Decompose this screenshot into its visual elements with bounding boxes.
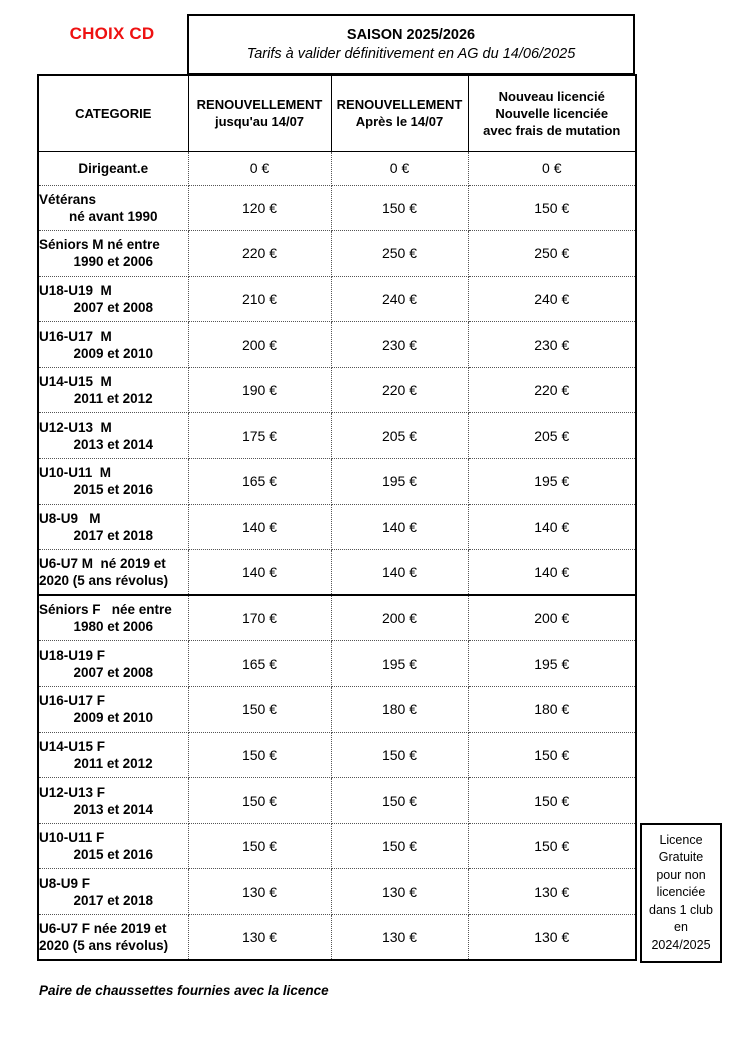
header-row <box>38 75 636 151</box>
price-cell: 200 € <box>468 595 636 641</box>
category-cell <box>38 504 188 550</box>
price-cell: 140 € <box>468 504 636 550</box>
price-cell: 165 € <box>188 459 331 505</box>
season-subtitle: Tarifs à valider définitivement en AG du 14/06/2025 <box>246 46 576 62</box>
category-line: 1980 et 2006 <box>73 619 154 635</box>
table-row <box>38 504 636 550</box>
price-cell: 240 € <box>468 276 636 322</box>
price-cell: 195 € <box>468 459 636 505</box>
price-cell: 200 € <box>331 595 468 641</box>
category-cell <box>38 322 188 368</box>
price-cell: 130 € <box>468 869 636 915</box>
table-row <box>38 367 636 413</box>
price-cell: 140 € <box>188 504 331 550</box>
category-line: Séniors M né entre <box>39 237 160 253</box>
category-line: U18-U19 F <box>39 647 106 663</box>
price-cell: 195 € <box>468 641 636 687</box>
price-cell: 130 € <box>331 869 468 915</box>
price-cell: 230 € <box>331 322 468 368</box>
price-cell: 220 € <box>468 367 636 413</box>
price-cell: 150 € <box>468 185 636 231</box>
category-line: 2007 et 2008 <box>73 299 154 315</box>
price-cell: 120 € <box>188 185 331 231</box>
price-cell: 0 € <box>468 151 636 185</box>
table-row <box>38 869 636 915</box>
fees-table-header <box>38 75 636 151</box>
category-cell <box>38 778 188 824</box>
category-line: U10-U11 F <box>39 830 105 846</box>
category-line: U18-U19 M <box>39 282 112 298</box>
price-cell: 130 € <box>188 915 331 961</box>
price-cell: 205 € <box>331 413 468 459</box>
price-cell: 140 € <box>331 550 468 596</box>
category-cell <box>38 869 188 915</box>
price-cell: 165 € <box>188 641 331 687</box>
price-cell: 230 € <box>468 322 636 368</box>
table-row <box>38 732 636 778</box>
category-cell <box>38 687 188 733</box>
category-line: 2015 et 2016 <box>73 482 154 498</box>
season-header-box <box>187 14 635 75</box>
table-row <box>38 641 636 687</box>
table-row <box>38 915 636 961</box>
table-row <box>38 276 636 322</box>
category-line: né avant 1990 <box>68 208 158 224</box>
category-line: 1990 et 2006 <box>73 254 154 270</box>
price-cell: 205 € <box>468 413 636 459</box>
price-cell: 150 € <box>188 687 331 733</box>
category-line: 2013 et 2014 <box>73 436 154 452</box>
column-header-line: RENOUVELLEMENT <box>196 97 323 113</box>
category-cell <box>38 823 188 869</box>
category-line: U6-U7 M né 2019 et <box>39 556 166 572</box>
category-line: U10-U11 M <box>39 465 112 481</box>
season-title: SAISON 2025/2026 <box>346 27 476 43</box>
category-cell <box>38 151 188 185</box>
category-line: 2009 et 2010 <box>73 710 154 726</box>
category-line: U6-U7 F née 2019 et <box>39 921 167 937</box>
category-cell <box>38 550 188 596</box>
free-licence-note-line: licenciée <box>656 885 706 900</box>
free-licence-note-line: Gratuite <box>658 850 704 865</box>
category-cell <box>38 276 188 322</box>
category-line: 2013 et 2014 <box>73 801 154 817</box>
column-header-line: Nouveau licencié <box>498 88 605 104</box>
price-cell: 150 € <box>188 778 331 824</box>
price-cell: 190 € <box>188 367 331 413</box>
free-licence-note-line: Licence <box>659 832 703 847</box>
price-cell: 170 € <box>188 595 331 641</box>
price-cell: 140 € <box>468 550 636 596</box>
category-line: U14-U15 M <box>39 374 112 390</box>
category-cell <box>38 915 188 961</box>
column-header-line: CATEGORIE <box>75 105 152 121</box>
price-cell: 130 € <box>331 915 468 961</box>
price-cell: 130 € <box>468 915 636 961</box>
price-cell: 150 € <box>331 778 468 824</box>
category-line: 2020 (5 ans révolus) <box>39 938 169 954</box>
price-cell: 220 € <box>188 231 331 277</box>
table-row <box>38 550 636 596</box>
column-header <box>468 75 636 151</box>
price-cell: 180 € <box>468 687 636 733</box>
price-cell: 250 € <box>468 231 636 277</box>
category-line: U16-U17 F <box>39 693 106 709</box>
price-cell: 150 € <box>468 778 636 824</box>
table-row <box>38 687 636 733</box>
price-cell: 180 € <box>331 687 468 733</box>
category-line: U8-U9 F <box>39 875 91 891</box>
category-cell <box>38 367 188 413</box>
price-cell: 210 € <box>188 276 331 322</box>
category-cell <box>38 185 188 231</box>
category-line: Dirigeant.e <box>78 160 149 176</box>
category-cell <box>38 641 188 687</box>
column-header <box>331 75 468 151</box>
price-cell: 140 € <box>331 504 468 550</box>
price-cell: 240 € <box>331 276 468 322</box>
price-cell: 195 € <box>331 641 468 687</box>
price-cell: 175 € <box>188 413 331 459</box>
column-header-line: avec frais de mutation <box>483 122 621 138</box>
category-line: 2015 et 2016 <box>73 847 154 863</box>
table-row <box>38 322 636 368</box>
price-cell: 150 € <box>188 823 331 869</box>
price-cell: 150 € <box>468 823 636 869</box>
page-title: CHOIX CD <box>69 24 155 43</box>
category-line: U16-U17 M <box>39 328 112 344</box>
column-header-line: RENOUVELLEMENT <box>336 97 463 113</box>
category-cell <box>38 595 188 641</box>
category-line: Séniors F née entre <box>39 602 172 618</box>
footnote: Paire de chaussettes fournies avec la licence <box>39 983 329 998</box>
table-row <box>38 185 636 231</box>
category-cell <box>38 459 188 505</box>
table-row <box>38 231 636 277</box>
price-cell: 0 € <box>188 151 331 185</box>
price-cell: 200 € <box>188 322 331 368</box>
price-cell: 0 € <box>331 151 468 185</box>
free-licence-note <box>640 823 722 963</box>
category-line: 2009 et 2010 <box>73 345 154 361</box>
price-cell: 130 € <box>188 869 331 915</box>
category-line: 2017 et 2018 <box>73 527 154 543</box>
category-line: U8-U9 M <box>39 510 101 526</box>
fees-table-body <box>38 151 636 960</box>
table-row <box>38 459 636 505</box>
free-licence-note-line: pour non <box>656 867 706 882</box>
category-cell <box>38 231 188 277</box>
category-line: 2017 et 2018 <box>73 892 154 908</box>
table-row <box>38 778 636 824</box>
price-cell: 220 € <box>331 367 468 413</box>
price-cell: 150 € <box>188 732 331 778</box>
category-line: U12-U13 F <box>39 784 106 800</box>
table-row <box>38 413 636 459</box>
category-cell <box>38 413 188 459</box>
category-line: 2011 et 2012 <box>73 391 153 407</box>
price-cell: 150 € <box>331 732 468 778</box>
category-line: Vétérans <box>39 191 97 207</box>
category-line: U12-U13 M <box>39 419 112 435</box>
column-header <box>188 75 331 151</box>
price-cell: 140 € <box>188 550 331 596</box>
category-line: 2011 et 2012 <box>73 755 153 771</box>
column-header-line: Nouvelle licenciée <box>495 105 609 121</box>
column-header <box>38 75 188 151</box>
fees-table <box>37 74 637 961</box>
table-row <box>38 823 636 869</box>
price-cell: 150 € <box>331 185 468 231</box>
price-cell: 150 € <box>331 823 468 869</box>
free-licence-note-line: en <box>674 920 688 935</box>
category-cell <box>38 732 188 778</box>
category-line: 2007 et 2008 <box>73 664 154 680</box>
price-cell: 195 € <box>331 459 468 505</box>
category-line: 2020 (5 ans révolus) <box>39 573 169 589</box>
price-cell: 150 € <box>468 732 636 778</box>
price-cell: 250 € <box>331 231 468 277</box>
category-line: U14-U15 F <box>39 738 106 754</box>
column-header-line: Après le 14/07 <box>355 114 444 130</box>
free-licence-note-line: dans 1 club <box>649 902 713 917</box>
free-licence-note-line: 2024/2025 <box>651 937 711 952</box>
table-row <box>38 151 636 185</box>
table-row <box>38 595 636 641</box>
column-header-line: jusqu'au 14/07 <box>214 114 305 130</box>
